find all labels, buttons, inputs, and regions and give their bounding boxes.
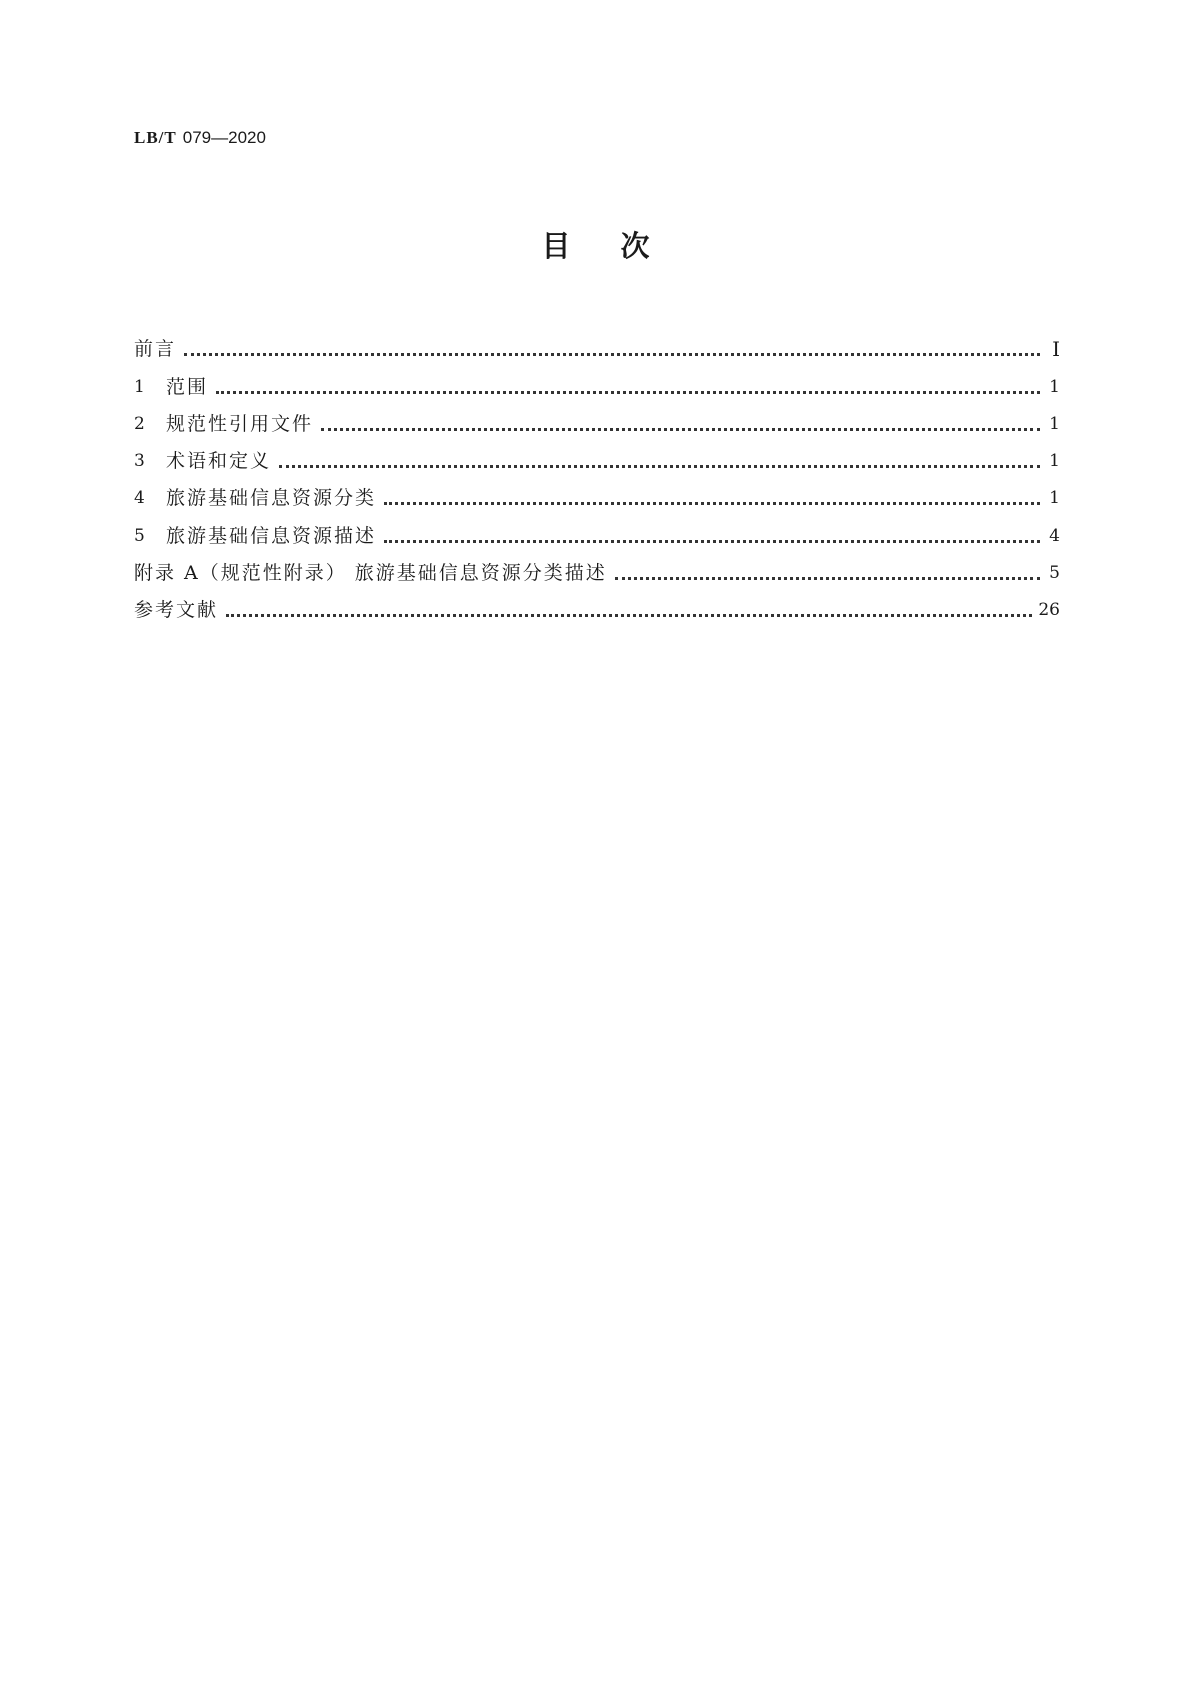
toc-entry-label: 术语和定义 — [166, 450, 272, 473]
toc-leader-dots — [226, 614, 1032, 617]
toc-entry-label: 附录 A（规范性附录） 旅游基础信息资源分类描述 — [134, 562, 607, 585]
toc-entry-label: 旅游基础信息资源描述 — [166, 524, 377, 547]
toc-entry-label: 范围 — [166, 375, 209, 398]
toc-entry-page: 1 — [1049, 413, 1060, 434]
toc-leader-dots — [216, 391, 1040, 394]
toc-entry-page: 4 — [1049, 525, 1060, 546]
toc-leader-dots — [615, 577, 1040, 580]
toc-entry-appendix-a[interactable] — [134, 549, 1060, 586]
document-code-prefix: LB/T — [134, 128, 177, 147]
toc-leader-dots — [279, 465, 1040, 468]
toc-entry-bibliography[interactable] — [134, 586, 1060, 623]
toc-leader-dots — [321, 428, 1040, 431]
toc-entry-number: 5 — [134, 525, 145, 546]
document-code — [134, 126, 266, 150]
toc-entry-normative-references[interactable] — [134, 400, 1060, 437]
page-title: 目次 — [541, 229, 700, 263]
toc-entry-scope[interactable] — [134, 362, 1060, 399]
toc-entry-foreword[interactable] — [134, 325, 1060, 362]
toc-entry-number: 3 — [134, 451, 145, 472]
toc-entry-description[interactable] — [134, 511, 1060, 548]
table-of-contents — [134, 325, 1060, 623]
toc-leader-dots — [184, 353, 1040, 356]
toc-entry-page: 1 — [1049, 376, 1060, 397]
toc-entry-page: 1 — [1049, 488, 1060, 509]
toc-entry-number: 4 — [134, 488, 145, 509]
toc-entry-number: 2 — [134, 413, 145, 434]
toc-entry-page: 26 — [1038, 600, 1060, 621]
toc-entry-page: 1 — [1049, 451, 1060, 472]
toc-entry-label: 旅游基础信息资源分类 — [166, 487, 377, 510]
toc-entry-terms-definitions[interactable] — [134, 437, 1060, 474]
toc-entry-page: Ⅰ — [1052, 337, 1060, 362]
toc-entry-number: 1 — [134, 376, 145, 397]
toc-leader-dots — [384, 540, 1040, 543]
toc-entry-label: 参考文献 — [134, 599, 219, 622]
toc-leader-dots — [384, 502, 1040, 505]
toc-entry-label: 规范性引用文件 — [166, 412, 314, 435]
toc-entry-page: 5 — [1049, 563, 1060, 584]
toc-entry-classification[interactable] — [134, 474, 1060, 511]
document-code-number: 079—2020 — [182, 128, 266, 147]
toc-entry-label: 前言 — [134, 338, 177, 361]
